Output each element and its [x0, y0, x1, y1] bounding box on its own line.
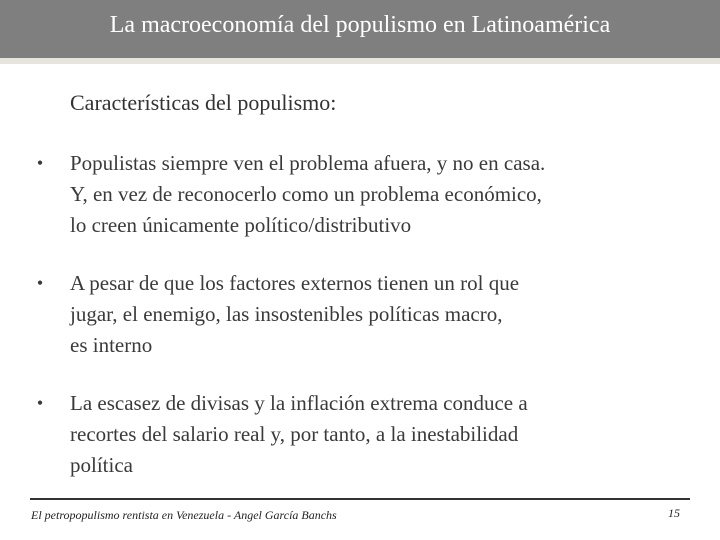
bullet-text-line: jugar, el enemigo, las insostenibles políticas macro, — [70, 302, 503, 326]
bullet-text-line: La escasez de divisas y la inflación extrema conduce a — [70, 391, 528, 415]
title-underline — [0, 58, 720, 64]
page-number: 15 — [668, 506, 680, 520]
bullet-text-line: lo creen únicamente político/distributivo — [70, 213, 412, 237]
bullet-marker: • — [36, 393, 44, 413]
bullet-marker: • — [36, 273, 44, 293]
bullet-list — [30, 148, 690, 508]
footer-text: El petropopulismo rentista en Venezuela - Angel García Banchs — [31, 508, 337, 522]
bullet-item — [30, 148, 690, 241]
slide-title: La macroeconomía del populismo en Latinoamérica — [109, 12, 611, 38]
bullet-marker: • — [36, 153, 44, 173]
bullet-text-line: es interno — [70, 333, 153, 357]
footer-divider — [30, 498, 690, 500]
bullet-text-line: A pesar de que los factores externos tienen un rol que — [70, 271, 520, 295]
bullet-item — [30, 268, 690, 361]
title-bar — [0, 0, 720, 58]
bullet-item — [30, 388, 690, 481]
bullet-text-line: recortes del salario real y, por tanto, a la inestabilidad — [70, 422, 519, 446]
bullet-text-line: política — [70, 453, 133, 477]
bullet-text-line: Y, en vez de reconocerlo como un problema económico, — [70, 182, 542, 206]
slide-subtitle: Características del populismo: — [70, 90, 337, 115]
bullet-text-line: Populistas siempre ven el problema afuera, y no en casa. — [70, 151, 546, 175]
